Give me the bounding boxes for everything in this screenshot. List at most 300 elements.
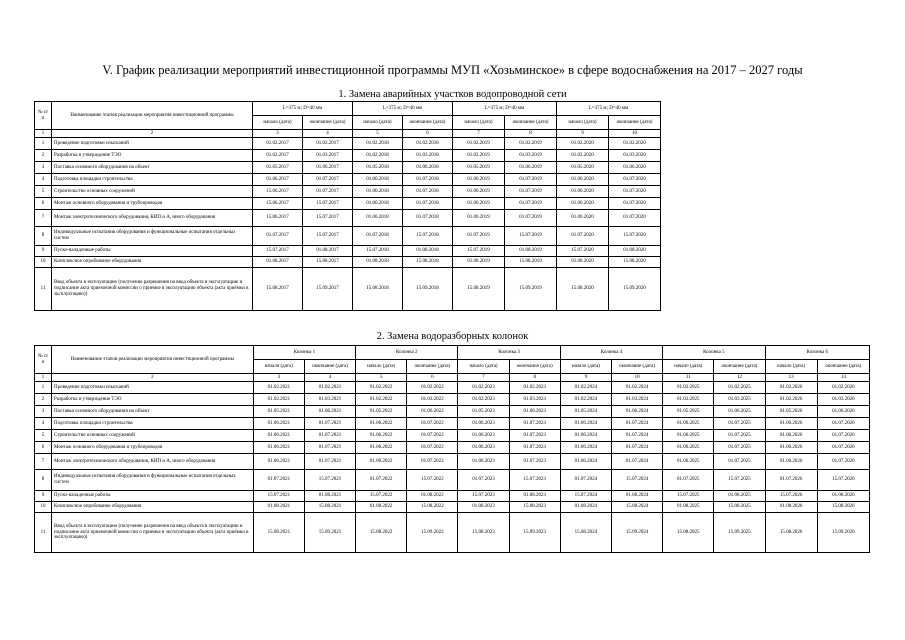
header-start: начало (дата) xyxy=(557,116,609,130)
row-number: 2 xyxy=(35,150,52,162)
date-cell: 01.07.2022 xyxy=(407,418,458,430)
header-stage: Наименование этапов реализации мероприятия инвестиционной программы xyxy=(52,346,254,374)
date-cell: 15.09.2020 xyxy=(609,268,661,311)
date-cell: 15.07.2020 xyxy=(609,227,661,246)
date-cell: 15.07.2021 xyxy=(253,491,304,502)
header-end: окончание (дата) xyxy=(817,360,869,374)
date-cell: 01.06.2020 xyxy=(557,198,609,210)
date-cell: 01.06.2025 xyxy=(663,418,714,430)
date-cell: 01.06.2018 xyxy=(403,162,453,174)
date-cell: 01.08.2021 xyxy=(304,491,355,502)
date-cell: 01.06.2026 xyxy=(765,418,817,430)
date-cell: 01.07.2019 xyxy=(453,227,505,246)
date-cell: 01.06.2021 xyxy=(253,430,304,442)
date-cell: 15.07.2023 xyxy=(458,491,509,502)
stage-name: Подготовка площадки строительства xyxy=(52,174,253,186)
date-cell: 01.07.2021 xyxy=(304,418,355,430)
date-cell: 01.07.2024 xyxy=(611,442,662,454)
date-cell: 15.07.2025 xyxy=(714,470,765,491)
date-cell: 01.03.2019 xyxy=(505,150,557,162)
date-cell: 15.08.2020 xyxy=(609,257,661,268)
column-number: 6 xyxy=(407,374,458,382)
date-cell: 01.02.2026 xyxy=(817,382,869,394)
date-cell: 01.07.2018 xyxy=(403,210,453,227)
date-cell: 15.06.2017 xyxy=(253,210,303,227)
date-cell: 01.07.2018 xyxy=(403,198,453,210)
date-cell: 01.05.2022 xyxy=(356,406,407,418)
date-cell: 01.06.2021 xyxy=(304,406,355,418)
column-number: 7 xyxy=(453,130,505,138)
column-number: 9 xyxy=(557,130,609,138)
date-cell: 01.07.2020 xyxy=(557,227,609,246)
date-cell: 01.05.2025 xyxy=(663,406,714,418)
row-number: 4 xyxy=(35,418,52,430)
date-cell: 01.02.2017 xyxy=(303,138,353,150)
date-cell: 01.06.2023 xyxy=(458,430,509,442)
stage-name: Проведение подготовки изысканий xyxy=(52,138,253,150)
stage-name: Комплексное опробование оборудования xyxy=(52,257,253,268)
table-row xyxy=(35,227,661,246)
date-cell: 01.06.2025 xyxy=(663,430,714,442)
date-cell: 15.07.2026 xyxy=(765,491,817,502)
date-cell: 01.06.2020 xyxy=(557,186,609,198)
header-start: начало (дата) xyxy=(560,360,611,374)
date-cell: 15.07.2025 xyxy=(663,491,714,502)
row-number: 8 xyxy=(35,470,52,491)
date-cell: 01.03.2018 xyxy=(403,150,453,162)
row-number: 11 xyxy=(35,513,52,553)
column-number: 2 xyxy=(52,130,253,138)
header-number: № п/п xyxy=(35,102,52,130)
date-cell: 01.06.2024 xyxy=(560,442,611,454)
date-cell: 01.06.2025 xyxy=(663,442,714,454)
date-cell: 01.06.2022 xyxy=(356,430,407,442)
date-cell: 01.06.2026 xyxy=(765,430,817,442)
date-cell: 15.08.2022 xyxy=(356,513,407,553)
column-number-row xyxy=(35,374,870,382)
date-cell: 15.07.2019 xyxy=(453,246,505,257)
date-cell: 15.08.2019 xyxy=(505,257,557,268)
date-cell: 01.06.2024 xyxy=(611,406,662,418)
date-cell: 01.03.2020 xyxy=(609,150,661,162)
date-cell: 01.02.2022 xyxy=(356,394,407,406)
row-number: 11 xyxy=(35,268,52,311)
date-cell: 01.08.2025 xyxy=(714,491,765,502)
date-cell: 01.07.2021 xyxy=(304,430,355,442)
date-cell: 01.06.2026 xyxy=(765,442,817,454)
header-end: окончание (дата) xyxy=(611,360,662,374)
date-cell: 01.06.2025 xyxy=(663,454,714,470)
header-group: L=375 м; D=40 мм xyxy=(557,102,661,116)
date-cell: 01.08.2024 xyxy=(560,502,611,513)
column-number: 3 xyxy=(253,374,304,382)
table-row xyxy=(35,257,661,268)
date-cell: 15.08.2019 xyxy=(453,268,505,311)
header-group: Колонка 3 xyxy=(458,346,560,360)
header-group: Колонка 1 xyxy=(253,346,355,360)
stage-name: Строительство основных сооружений xyxy=(52,186,253,198)
table-row xyxy=(35,246,661,257)
date-cell: 01.06.2021 xyxy=(253,418,304,430)
header-end: окончание (дата) xyxy=(714,360,765,374)
date-cell: 01.07.2018 xyxy=(353,227,403,246)
stage-name: Ввод объекта в эксплуатацию (получение разрешения на ввод объекта в эксплуатацию и подписание акта приемочной комиссии о приемке в эксплуатацию объекта (акта приёмки в эксплуатацию)) xyxy=(52,513,254,553)
header-number: № п/п xyxy=(35,346,52,374)
date-cell: 01.07.2023 xyxy=(509,442,560,454)
date-cell: 01.07.2025 xyxy=(714,454,765,470)
date-cell: 01.08.2022 xyxy=(356,502,407,513)
date-cell: 15.07.2024 xyxy=(611,470,662,491)
table-row xyxy=(35,442,870,454)
stage-name: Монтаж основного оборудования и трубопроводов xyxy=(52,442,254,454)
date-cell: 01.06.2022 xyxy=(407,406,458,418)
stage-name: Индивидуальные испытания оборудования и функциональные испытания отдельных систем xyxy=(52,470,254,491)
date-cell: 01.07.2022 xyxy=(407,442,458,454)
column-number: 10 xyxy=(609,130,661,138)
date-cell: 01.05.2023 xyxy=(458,406,509,418)
column-number: 1 xyxy=(35,374,52,382)
date-cell: 01.07.2019 xyxy=(505,210,557,227)
row-number: 6 xyxy=(35,198,52,210)
row-number: 3 xyxy=(35,162,52,174)
date-cell: 01.07.2017 xyxy=(253,227,303,246)
date-cell: 01.03.2021 xyxy=(304,394,355,406)
date-cell: 01.08.2017 xyxy=(303,246,353,257)
row-number: 1 xyxy=(35,382,52,394)
date-cell: 01.06.2023 xyxy=(458,454,509,470)
header-row xyxy=(35,346,870,360)
date-cell: 01.06.2022 xyxy=(356,442,407,454)
row-number: 3 xyxy=(35,406,52,418)
date-cell: 01.03.2017 xyxy=(303,150,353,162)
column-number: 8 xyxy=(505,130,557,138)
column-number: 8 xyxy=(509,374,560,382)
date-cell: 01.02.2018 xyxy=(403,138,453,150)
section-2-table xyxy=(34,345,870,553)
date-cell: 01.08.2025 xyxy=(663,502,714,513)
row-number: 7 xyxy=(35,454,52,470)
date-cell: 15.09.2025 xyxy=(714,513,765,553)
stage-name: Пуско-наладочные работы xyxy=(52,491,254,502)
table-row xyxy=(35,138,661,150)
table-row xyxy=(35,394,870,406)
date-cell: 01.08.2026 xyxy=(817,491,869,502)
stage-name: Монтаж основного оборудования и трубопроводов xyxy=(52,198,253,210)
date-cell: 01.05.2020 xyxy=(557,162,609,174)
date-cell: 01.07.2023 xyxy=(509,418,560,430)
date-cell: 01.02.2023 xyxy=(458,382,509,394)
date-cell: 15.07.2018 xyxy=(353,246,403,257)
row-number: 10 xyxy=(35,257,52,268)
date-cell: 15.07.2017 xyxy=(303,210,353,227)
date-cell: 01.08.2023 xyxy=(509,491,560,502)
date-cell: 01.07.2022 xyxy=(356,470,407,491)
date-cell: 01.07.2022 xyxy=(407,454,458,470)
header-start: начало (дата) xyxy=(253,116,303,130)
table-row xyxy=(35,430,870,442)
date-cell: 01.07.2017 xyxy=(303,186,353,198)
date-cell: 15.07.2017 xyxy=(253,246,303,257)
row-number: 9 xyxy=(35,491,52,502)
date-cell: 01.02.2023 xyxy=(509,382,560,394)
column-number: 9 xyxy=(560,374,611,382)
row-number: 10 xyxy=(35,502,52,513)
date-cell: 01.08.2022 xyxy=(407,491,458,502)
date-cell: 01.03.2026 xyxy=(817,394,869,406)
date-cell: 15.09.2022 xyxy=(407,513,458,553)
date-cell: 01.06.2020 xyxy=(557,210,609,227)
date-cell: 15.08.2025 xyxy=(714,502,765,513)
date-cell: 01.07.2017 xyxy=(303,174,353,186)
stage-name: Монтаж электротехнического оборудования, КИП и А, иного оборудования xyxy=(52,210,253,227)
date-cell: 01.05.2021 xyxy=(253,406,304,418)
row-number: 5 xyxy=(35,430,52,442)
date-cell: 01.07.2023 xyxy=(509,454,560,470)
date-cell: 15.08.2018 xyxy=(353,268,403,311)
date-cell: 01.05.2019 xyxy=(453,162,505,174)
date-cell: 01.02.2021 xyxy=(304,382,355,394)
date-cell: 01.07.2024 xyxy=(611,454,662,470)
date-cell: 01.06.2023 xyxy=(509,406,560,418)
date-cell: 15.09.2018 xyxy=(403,268,453,311)
table-row xyxy=(35,406,870,418)
header-group: Колонка 4 xyxy=(560,346,662,360)
date-cell: 15.07.2023 xyxy=(509,470,560,491)
column-number: 13 xyxy=(765,374,817,382)
section-1-table xyxy=(34,101,661,311)
date-cell: 01.07.2026 xyxy=(765,470,817,491)
date-cell: 01.06.2017 xyxy=(303,162,353,174)
date-cell: 15.07.2018 xyxy=(403,227,453,246)
date-cell: 01.02.2020 xyxy=(609,138,661,150)
row-number: 9 xyxy=(35,246,52,257)
date-cell: 01.07.2019 xyxy=(505,198,557,210)
date-cell: 01.07.2026 xyxy=(817,442,869,454)
column-number: 4 xyxy=(304,374,355,382)
date-cell: 01.02.2024 xyxy=(560,382,611,394)
column-number-row xyxy=(35,130,661,138)
column-number: 5 xyxy=(353,130,403,138)
date-cell: 01.08.2026 xyxy=(765,502,817,513)
date-cell: 01.07.2026 xyxy=(817,454,869,470)
date-cell: 01.06.2018 xyxy=(353,174,403,186)
row-number: 6 xyxy=(35,442,52,454)
date-cell: 01.08.2024 xyxy=(611,491,662,502)
date-cell: 15.08.2023 xyxy=(458,513,509,553)
date-cell: 01.07.2024 xyxy=(611,430,662,442)
table-row xyxy=(35,150,661,162)
date-cell: 01.05.2024 xyxy=(560,406,611,418)
date-cell: 01.02.2019 xyxy=(453,150,505,162)
date-cell: 01.02.2022 xyxy=(356,382,407,394)
table-row xyxy=(35,470,870,491)
date-cell: 01.07.2022 xyxy=(407,430,458,442)
date-cell: 01.07.2025 xyxy=(714,430,765,442)
date-cell: 01.08.2017 xyxy=(253,257,303,268)
table-row xyxy=(35,162,661,174)
table-row xyxy=(35,382,870,394)
date-cell: 01.05.2026 xyxy=(765,406,817,418)
date-cell: 01.06.2023 xyxy=(458,418,509,430)
row-number: 1 xyxy=(35,138,52,150)
date-cell: 01.06.2017 xyxy=(253,174,303,186)
header-group: L=375 м; D=40 мм xyxy=(253,102,353,116)
date-cell: 01.05.2017 xyxy=(253,162,303,174)
date-cell: 01.07.2019 xyxy=(505,186,557,198)
date-cell: 15.07.2019 xyxy=(505,227,557,246)
date-cell: 01.07.2023 xyxy=(458,470,509,491)
header-start: начало (дата) xyxy=(253,360,304,374)
header-start: начало (дата) xyxy=(356,360,407,374)
table-row xyxy=(35,491,870,502)
date-cell: 01.06.2022 xyxy=(356,418,407,430)
date-cell: 01.02.2024 xyxy=(611,382,662,394)
stage-name: Подготовка площадки строительства xyxy=(52,418,254,430)
date-cell: 01.07.2021 xyxy=(304,442,355,454)
table-row xyxy=(35,454,870,470)
column-number: 12 xyxy=(714,374,765,382)
date-cell: 01.02.2017 xyxy=(253,150,303,162)
date-cell: 01.06.2026 xyxy=(817,406,869,418)
column-number: 4 xyxy=(303,130,353,138)
header-group: Колонка 6 xyxy=(765,346,869,360)
date-cell: 01.06.2026 xyxy=(765,454,817,470)
stage-name: Индивидуальные испытания оборудования и функциональные испытания отдельных систем xyxy=(52,227,253,246)
date-cell: 01.08.2018 xyxy=(353,257,403,268)
header-end: окончание (дата) xyxy=(505,116,557,130)
date-cell: 01.02.2017 xyxy=(253,138,303,150)
stage-name: Поставка основного оборудования на объект xyxy=(52,406,254,418)
header-end: окончание (дата) xyxy=(303,116,353,130)
table-row xyxy=(35,174,661,186)
date-cell: 01.07.2020 xyxy=(609,186,661,198)
date-cell: 15.09.2017 xyxy=(303,268,353,311)
date-cell: 15.08.2018 xyxy=(403,257,453,268)
date-cell: 01.08.2023 xyxy=(458,502,509,513)
document-title: V. График реализации мероприятий инвестиционной программы МУП «Хозьминское» в сфере водоснабжения на 2017 – 2027 годы xyxy=(102,63,803,77)
date-cell: 01.02.2021 xyxy=(253,394,304,406)
date-cell: 01.06.2020 xyxy=(557,174,609,186)
date-cell: 15.09.2023 xyxy=(509,513,560,553)
date-cell: 01.08.2021 xyxy=(253,502,304,513)
column-number: 7 xyxy=(458,374,509,382)
date-cell: 15.09.2024 xyxy=(611,513,662,553)
date-cell: 01.07.2025 xyxy=(714,418,765,430)
date-cell: 01.02.2022 xyxy=(407,382,458,394)
header-row xyxy=(35,102,661,116)
date-cell: 01.08.2018 xyxy=(403,246,453,257)
header-end: окончание (дата) xyxy=(509,360,560,374)
date-cell: 01.06.2025 xyxy=(714,406,765,418)
column-number: 1 xyxy=(35,130,52,138)
date-cell: 01.02.2018 xyxy=(353,150,403,162)
date-cell: 01.02.2019 xyxy=(453,138,505,150)
date-cell: 01.02.2026 xyxy=(765,382,817,394)
stage-name: Монтаж электротехнического оборудования, КИП и А, иного оборудования xyxy=(52,454,254,470)
date-cell: 01.02.2025 xyxy=(714,382,765,394)
column-number: 5 xyxy=(356,374,407,382)
date-cell: 01.06.2024 xyxy=(560,418,611,430)
header-start: начало (дата) xyxy=(663,360,714,374)
row-number: 2 xyxy=(35,394,52,406)
header-start: начало (дата) xyxy=(353,116,403,130)
date-cell: 15.09.2019 xyxy=(505,268,557,311)
section-1-title: 1. Замена аварийных участков водопроводной сети xyxy=(338,89,567,100)
header-group: Колонка 2 xyxy=(356,346,458,360)
row-number: 7 xyxy=(35,210,52,227)
date-cell: 01.07.2025 xyxy=(714,442,765,454)
date-cell: 01.08.2019 xyxy=(453,257,505,268)
date-cell: 01.06.2018 xyxy=(353,186,403,198)
date-cell: 15.06.2017 xyxy=(253,198,303,210)
date-cell: 01.07.2023 xyxy=(509,430,560,442)
date-cell: 15.07.2020 xyxy=(557,246,609,257)
row-number: 4 xyxy=(35,174,52,186)
section-2-title: 2. Замена водоразборных колонок xyxy=(376,331,529,342)
date-cell: 01.02.2018 xyxy=(353,138,403,150)
date-cell: 01.02.2020 xyxy=(557,138,609,150)
date-cell: 15.07.2017 xyxy=(303,227,353,246)
stage-name: Поставка основного оборудования на объект xyxy=(52,162,253,174)
header-group: L=375 м; D=40 мм xyxy=(353,102,453,116)
date-cell: 15.07.2024 xyxy=(560,491,611,502)
date-cell: 01.07.2020 xyxy=(609,198,661,210)
column-number: 10 xyxy=(611,374,662,382)
date-cell: 15.08.2023 xyxy=(509,502,560,513)
date-cell: 01.06.2024 xyxy=(560,454,611,470)
column-number: 14 xyxy=(817,374,869,382)
table-row xyxy=(35,418,870,430)
header-start: начало (дата) xyxy=(765,360,817,374)
date-cell: 01.03.2024 xyxy=(611,394,662,406)
date-cell: 01.02.2025 xyxy=(663,394,714,406)
header-end: окончание (дата) xyxy=(609,116,661,130)
header-end: окончание (дата) xyxy=(304,360,355,374)
table-row xyxy=(35,210,661,227)
stage-name: Проведение подготовки изысканий xyxy=(52,382,254,394)
date-cell: 15.08.2026 xyxy=(817,502,869,513)
date-cell: 15.08.2017 xyxy=(253,268,303,311)
date-cell: 01.07.2021 xyxy=(253,470,304,491)
stage-name: Разработка и утверждение ТЭО xyxy=(52,394,254,406)
header-start: начало (дата) xyxy=(458,360,509,374)
table-row xyxy=(35,513,870,553)
date-cell: 15.08.2024 xyxy=(560,513,611,553)
stage-name: Разработка и утверждение ТЭО xyxy=(52,150,253,162)
date-cell: 15.09.2026 xyxy=(817,513,869,553)
header-group: L=375 м; D=40 мм xyxy=(453,102,557,116)
date-cell: 01.02.2024 xyxy=(560,394,611,406)
date-cell: 15.07.2021 xyxy=(304,470,355,491)
date-cell: 01.06.2021 xyxy=(253,442,304,454)
stage-name: Пуско-наладочные работы xyxy=(52,246,253,257)
row-number: 5 xyxy=(35,186,52,198)
date-cell: 01.07.2018 xyxy=(403,174,453,186)
date-cell: 15.08.2022 xyxy=(407,502,458,513)
header-start: начало (дата) xyxy=(453,116,505,130)
date-cell: 15.07.2022 xyxy=(356,491,407,502)
date-cell: 01.07.2024 xyxy=(611,418,662,430)
date-cell: 01.02.2019 xyxy=(505,138,557,150)
date-cell: 01.06.2019 xyxy=(453,174,505,186)
date-cell: 01.07.2020 xyxy=(609,174,661,186)
stage-name: Строительство основных сооружений xyxy=(52,430,254,442)
date-cell: 01.06.2024 xyxy=(560,430,611,442)
date-cell: 01.07.2026 xyxy=(817,418,869,430)
date-cell: 15.08.2021 xyxy=(253,513,304,553)
column-number: 2 xyxy=(52,374,254,382)
date-cell: 01.08.2019 xyxy=(505,246,557,257)
